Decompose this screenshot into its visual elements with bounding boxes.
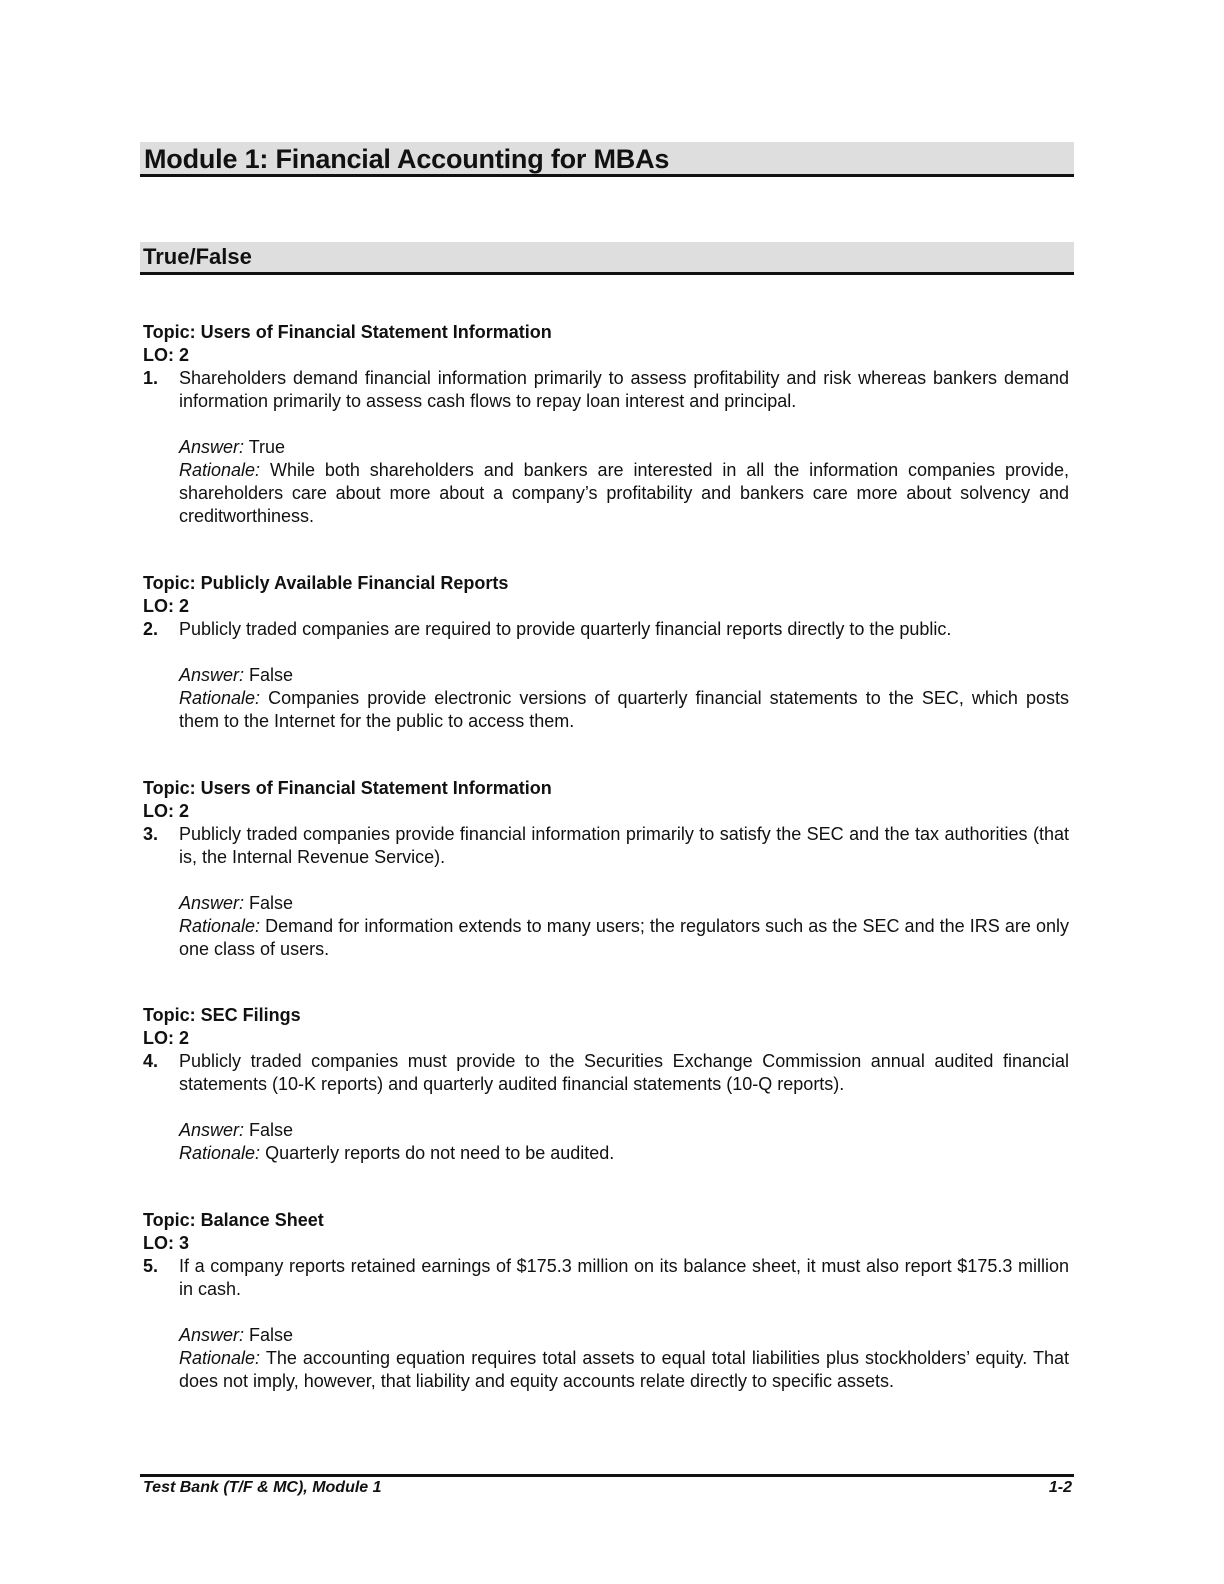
question-5 — [143, 1209, 1069, 1393]
footer-rule — [140, 1474, 1074, 1477]
question-lo: LO: 2 — [143, 345, 190, 365]
answer-block — [143, 892, 1069, 961]
answer-label: Answer: — [179, 437, 245, 457]
question-topic: Topic: SEC Filings — [143, 1005, 301, 1025]
question-text: Shareholders demand financial information primarily to assess profitability and risk whereas bankers demand information primarily to assess cash flows to repay loan interest and principal. — [179, 368, 1069, 411]
rationale-label: Rationale: — [179, 916, 261, 936]
rationale-label: Rationale: — [179, 1348, 261, 1368]
question-body — [143, 1050, 1069, 1096]
footer-title: Test Bank (T/F & MC), Module 1 — [143, 1479, 382, 1496]
section-title: True/False — [143, 244, 252, 269]
question-topic: Topic: Balance Sheet — [143, 1210, 324, 1230]
answer-block — [143, 664, 1069, 733]
question-number: 5. — [143, 1256, 159, 1276]
rationale-text: Demand for information extends to many users; the regulators such as the SEC and the IRS are only one class of users. — [179, 916, 1069, 959]
answer-line — [179, 436, 1069, 459]
answer-value: False — [244, 893, 294, 913]
section-header — [140, 242, 1074, 275]
module-title: Module 1: Financial Accounting for MBAs — [144, 144, 670, 174]
rationale-text: Companies provide electronic versions of quarterly financial statements to the SEC, which posts them to the Internet for the public to access them. — [179, 688, 1069, 731]
question-topic: Topic: Users of Financial Statement Information — [143, 778, 552, 798]
question-lo: LO: 2 — [143, 1028, 190, 1048]
question-number: 1. — [143, 368, 159, 388]
rationale-line — [179, 459, 1069, 528]
rationale-text: While both shareholders and bankers are interested in all the information companies provide, shareholders care about more about a company’s profitability and bankers care more about solvency and creditworthiness. — [179, 460, 1069, 526]
rationale-text: The accounting equation requires total assets to equal total liabilities plus stockholders’ equity. That does not imply, however, that liability and equity accounts relate directly to specific assets. — [179, 1348, 1069, 1391]
answer-value: False — [244, 1120, 294, 1140]
answer-block — [143, 436, 1069, 528]
answer-value: True — [244, 437, 286, 457]
answer-label: Answer: — [179, 893, 245, 913]
rationale-line — [179, 1347, 1069, 1393]
answer-value: False — [244, 1325, 294, 1345]
question-number: 3. — [143, 824, 159, 844]
question-body — [143, 618, 1069, 641]
question-lo: LO: 2 — [143, 801, 190, 821]
answer-label: Answer: — [179, 1325, 245, 1345]
question-text: Publicly traded companies are required to provide quarterly financial reports directly to the public. — [179, 619, 952, 639]
question-text: Publicly traded companies must provide to the Securities Exchange Commission annual audited financial statements (10-K reports) and quarterly audited financial statements (10-Q reports). — [179, 1051, 1069, 1094]
answer-line — [179, 1119, 1069, 1142]
question-2 — [143, 572, 1069, 733]
answer-label: Answer: — [179, 665, 245, 685]
answer-line — [179, 892, 1069, 915]
answer-line — [179, 664, 1069, 687]
module-header — [140, 142, 1074, 177]
rationale-line — [179, 1142, 1069, 1165]
question-body — [143, 1255, 1069, 1301]
rationale-line — [179, 687, 1069, 733]
question-number: 2. — [143, 619, 159, 639]
answer-line — [179, 1324, 1069, 1347]
question-topic: Topic: Users of Financial Statement Information — [143, 322, 552, 342]
question-lo: LO: 3 — [143, 1233, 190, 1253]
question-lo: LO: 2 — [143, 596, 190, 616]
rationale-label: Rationale: — [179, 688, 261, 708]
rationale-label: Rationale: — [179, 460, 261, 480]
question-body — [143, 367, 1069, 413]
rationale-label: Rationale: — [179, 1143, 261, 1163]
question-text: Publicly traded companies provide financial information primarily to satisfy the SEC and the tax authorities (that is, the Internal Revenue Service). — [179, 824, 1069, 867]
question-1 — [143, 321, 1069, 528]
question-3 — [143, 777, 1069, 961]
question-number: 4. — [143, 1051, 159, 1071]
page-number: 1-2 — [1048, 1479, 1072, 1496]
question-4 — [143, 1004, 1069, 1165]
rationale-line — [179, 915, 1069, 961]
answer-block — [143, 1324, 1069, 1393]
question-text: If a company reports retained earnings of $175.3 million on its balance sheet, it must also report $175.3 million in cash. — [179, 1256, 1069, 1299]
answer-label: Answer: — [179, 1120, 245, 1140]
question-body — [143, 823, 1069, 869]
answer-value: False — [244, 665, 294, 685]
answer-block — [143, 1119, 1069, 1165]
rationale-text: Quarterly reports do not need to be audited. — [260, 1143, 615, 1163]
question-topic: Topic: Publicly Available Financial Reports — [143, 573, 509, 593]
